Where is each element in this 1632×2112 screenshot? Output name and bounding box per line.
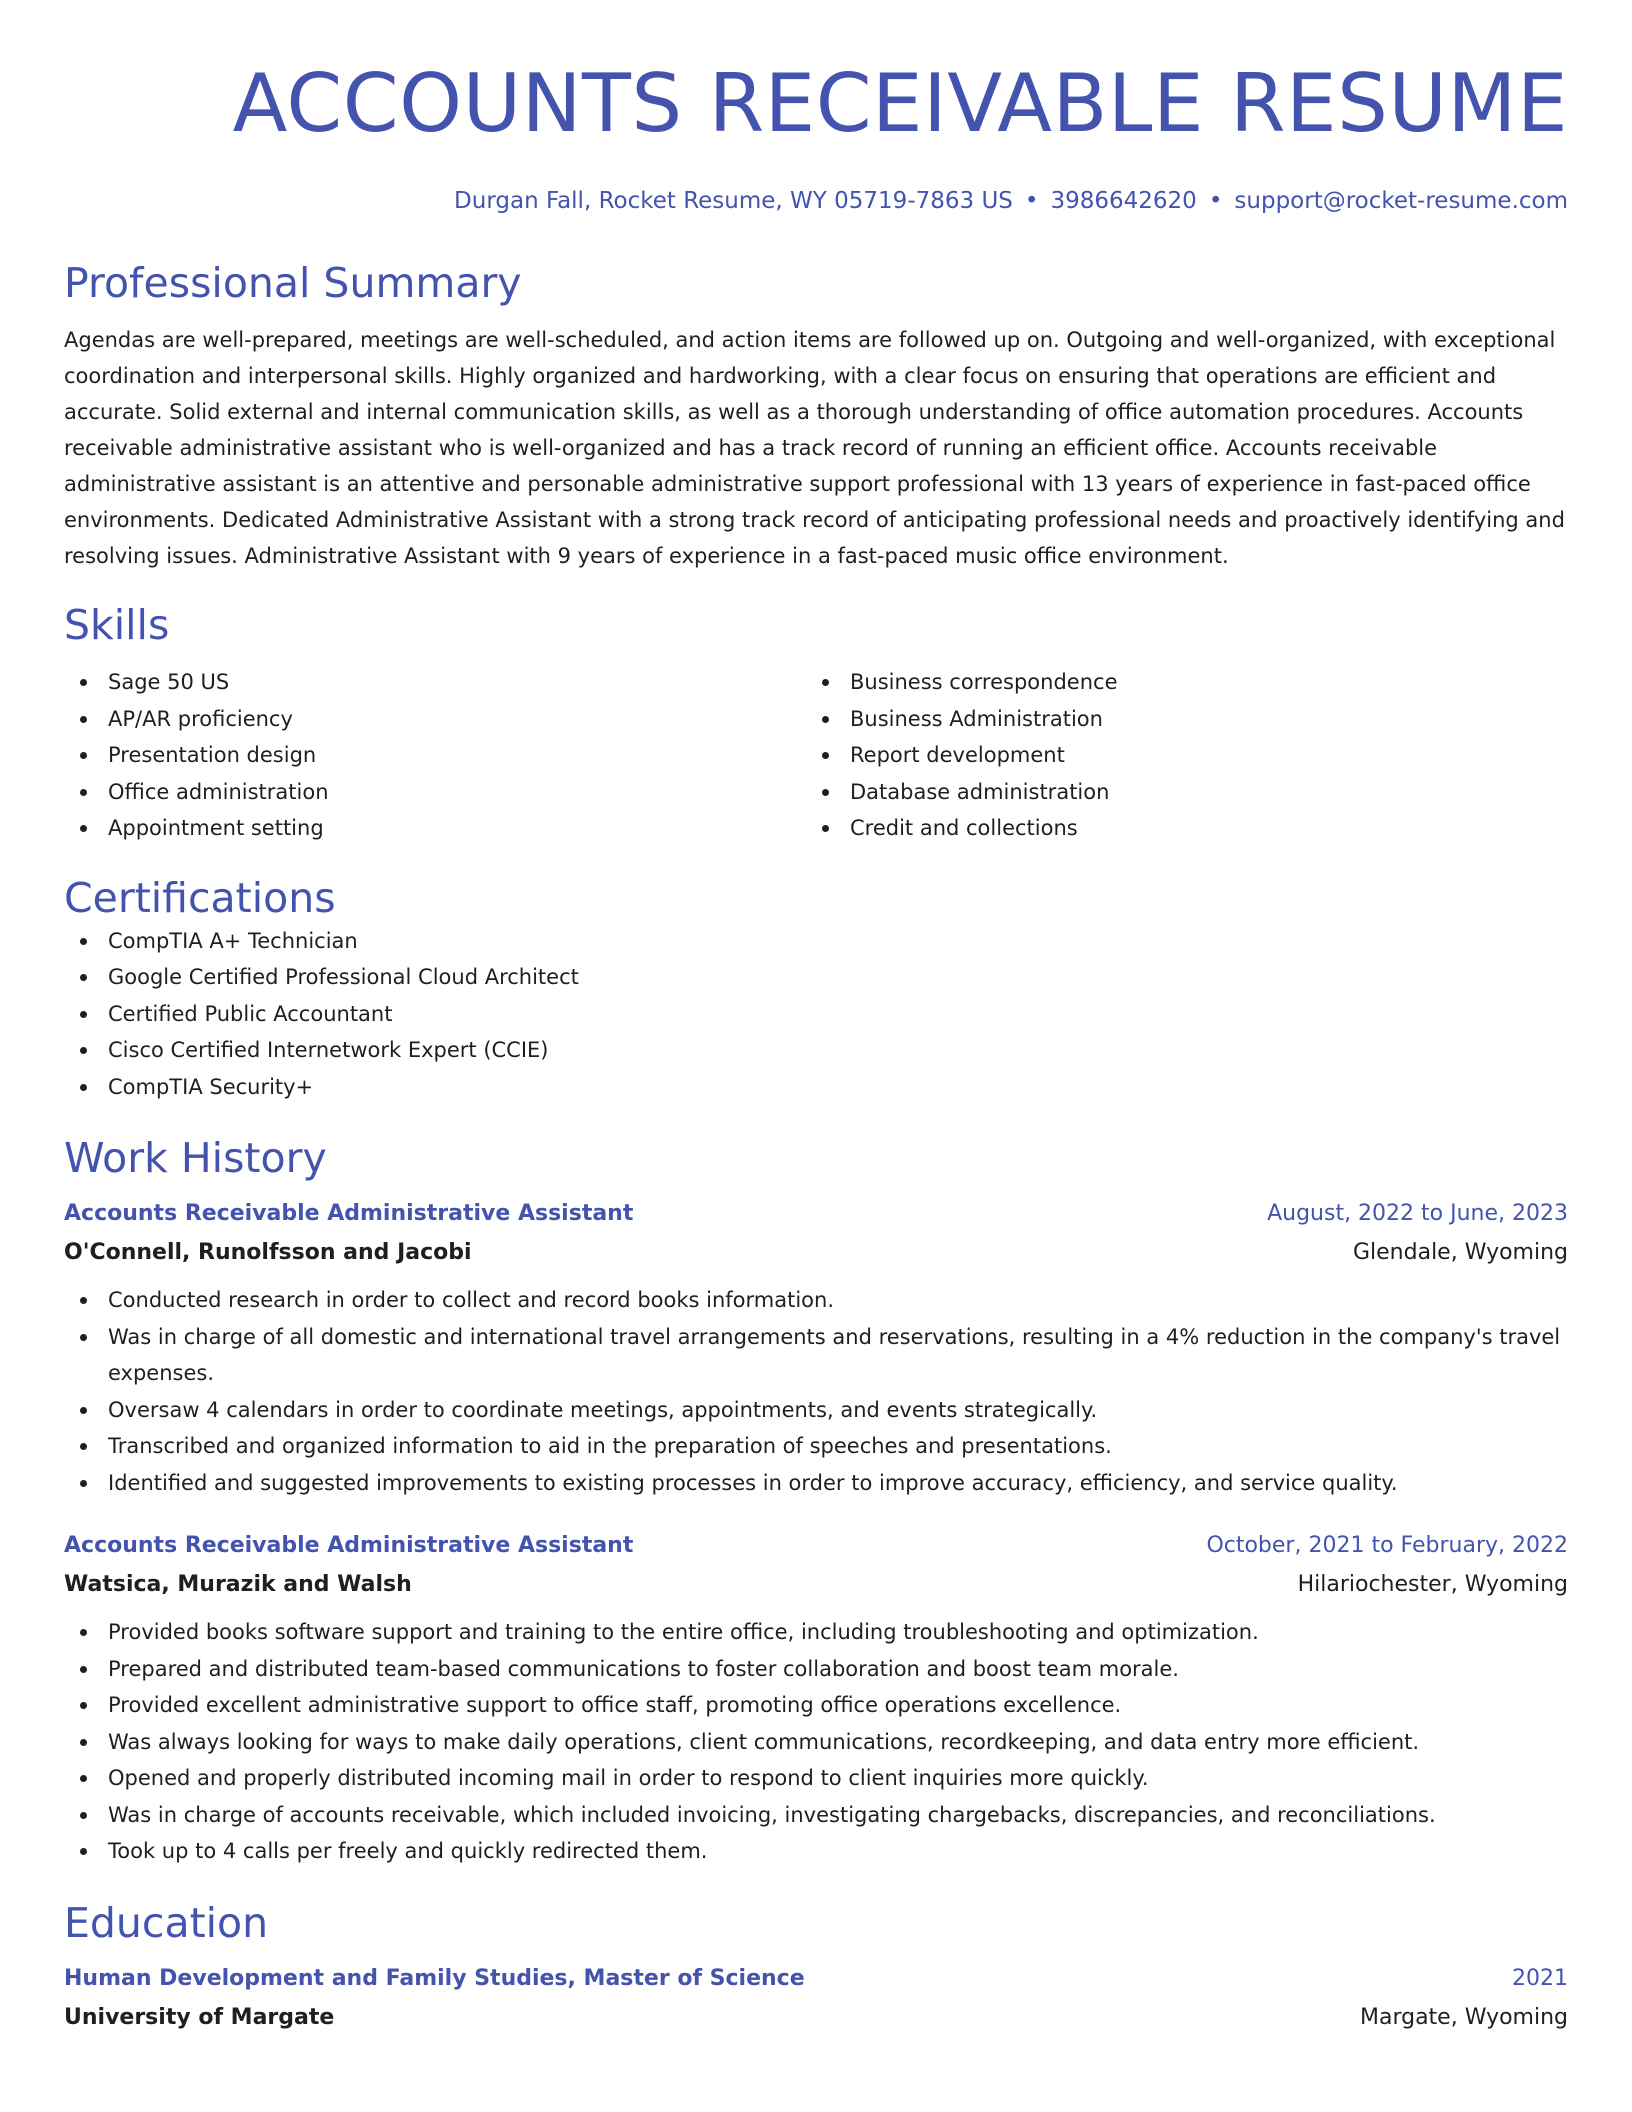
skills-list-right bbox=[806, 664, 1548, 847]
job-bullet: Was always looking for ways to make daily operations, client communications, recordkeeping, and data entry more efficient. bbox=[64, 1724, 1568, 1761]
certifications-list bbox=[64, 923, 1568, 1106]
summary-heading: Professional Summary bbox=[64, 259, 522, 307]
job-bullet: Identified and suggested improvements to existing processes in order to improve accuracy, efficiency, and service quality. bbox=[64, 1465, 1568, 1502]
skills-grid bbox=[64, 664, 1568, 847]
job-bullet: Conducted research in order to collect and record books information. bbox=[64, 1282, 1568, 1319]
education-school: University of Margate bbox=[64, 2004, 335, 2030]
skill-item: Appointment setting bbox=[64, 810, 806, 847]
skill-item: Business correspondence bbox=[806, 664, 1548, 701]
education-location: Margate, Wyoming bbox=[1359, 2004, 1568, 2030]
education-year: 2021 bbox=[1512, 1965, 1568, 1991]
skill-item: Office administration bbox=[64, 774, 806, 811]
job-entry bbox=[64, 1199, 1568, 1501]
job-bullets bbox=[64, 1614, 1568, 1870]
job-entry bbox=[64, 1531, 1568, 1870]
skill-item: Report development bbox=[806, 737, 1548, 774]
skill-item: Sage 50 US bbox=[64, 664, 806, 701]
job-bullet: Provided books software support and training to the entire office, including troubleshooting and optimization. bbox=[64, 1614, 1568, 1651]
job-bullet: Opened and properly distributed incoming mail in order to respond to client inquiries more quickly. bbox=[64, 1760, 1568, 1797]
skill-item: Credit and collections bbox=[806, 810, 1548, 847]
resume-title: ACCOUNTS RECEIVABLE RESUME bbox=[232, 57, 1568, 150]
contact-email: support@rocket-resume.com bbox=[1234, 188, 1568, 214]
contact-phone: 3986642620 bbox=[1050, 188, 1197, 214]
skill-item: AP/AR proficiency bbox=[64, 701, 806, 738]
job-dates: August, 2022 to June, 2023 bbox=[1267, 1201, 1568, 1226]
contact-separator: • bbox=[1024, 188, 1039, 214]
job-dates: October, 2021 to February, 2022 bbox=[1206, 1533, 1568, 1558]
job-bullet: Took up to 4 calls per freely and quickly redirected them. bbox=[64, 1833, 1568, 1870]
skill-item: Business Administration bbox=[806, 701, 1548, 738]
education-entry bbox=[64, 1964, 1568, 2033]
contact-separator: • bbox=[1208, 188, 1223, 214]
work-history-heading: Work History bbox=[64, 1134, 327, 1182]
contact-address: Durgan Fall, Rocket Resume, WY 05719-7863 US bbox=[454, 188, 1013, 214]
job-bullet: Prepared and distributed team-based communications to foster collaboration and boost team morale. bbox=[64, 1651, 1568, 1688]
job-company: O'Connell, Runolfsson and Jacobi bbox=[64, 1240, 472, 1265]
job-location: Glendale, Wyoming bbox=[1352, 1240, 1568, 1265]
certification-item: Cisco Certified Internetwork Expert (CCIE) bbox=[64, 1032, 1568, 1069]
skill-item: Database administration bbox=[806, 774, 1548, 811]
job-bullet: Provided excellent administrative support to office staff, promoting office operations excellence. bbox=[64, 1687, 1568, 1724]
job-bullet: Transcribed and organized information to aid in the preparation of speeches and presentations. bbox=[64, 1428, 1568, 1465]
certification-item: CompTIA A+ Technician bbox=[64, 923, 1568, 960]
skill-item: Presentation design bbox=[64, 737, 806, 774]
certification-item: Google Certified Professional Cloud Architect bbox=[64, 959, 1568, 996]
certifications-heading: Certifications bbox=[64, 873, 336, 922]
certification-item: CompTIA Security+ bbox=[64, 1069, 1568, 1106]
job-location: Hilariochester, Wyoming bbox=[1297, 1572, 1568, 1597]
job-company: Watsica, Murazik and Walsh bbox=[64, 1572, 412, 1597]
education-heading: Education bbox=[64, 1898, 269, 1947]
skills-list-left bbox=[64, 664, 806, 847]
job-bullet: Was in charge of all domestic and international travel arrangements and reservations, resulting in a 4% reduction in the company's travel expenses. bbox=[64, 1319, 1568, 1392]
job-bullet: Oversaw 4 calendars in order to coordinate meetings, appointments, and events strategically. bbox=[64, 1392, 1568, 1429]
skills-heading: Skills bbox=[64, 601, 170, 649]
job-bullets bbox=[64, 1282, 1568, 1501]
summary-text: Agendas are well-prepared, meetings are well-scheduled, and action items are followed up on. Outgoing and well-organized, with exceptional coordination and interpersonal skills. Highly organized and hardworking, with a clear focus on ensuring that operations are efficient and accurate. Solid external and internal communication skills, as well as a thorough understanding of office automation procedures. Accounts receivable administrative assistant who is well-organized and has a track record of running an efficient office. Accounts receivable administrative assistant is an attentive and personable administrative support professional with 13 years of experience in fast-paced office environments. Dedicated Administrative Assistant with a strong track record of anticipating professional needs and proactively identifying and resolving issues. Administrative Assistant with 9 years of experience in a fast-paced music office environment. bbox=[64, 328, 1565, 568]
certification-item: Certified Public Accountant bbox=[64, 996, 1568, 1033]
contact-line bbox=[64, 186, 1568, 216]
job-title: Accounts Receivable Administrative Assistant bbox=[64, 1201, 634, 1226]
job-bullet: Was in charge of accounts receivable, which included invoicing, investigating chargebacks, discrepancies, and reconciliations. bbox=[64, 1797, 1568, 1834]
job-title: Accounts Receivable Administrative Assistant bbox=[64, 1533, 634, 1558]
education-degree: Human Development and Family Studies, Master of Science bbox=[64, 1965, 805, 1991]
